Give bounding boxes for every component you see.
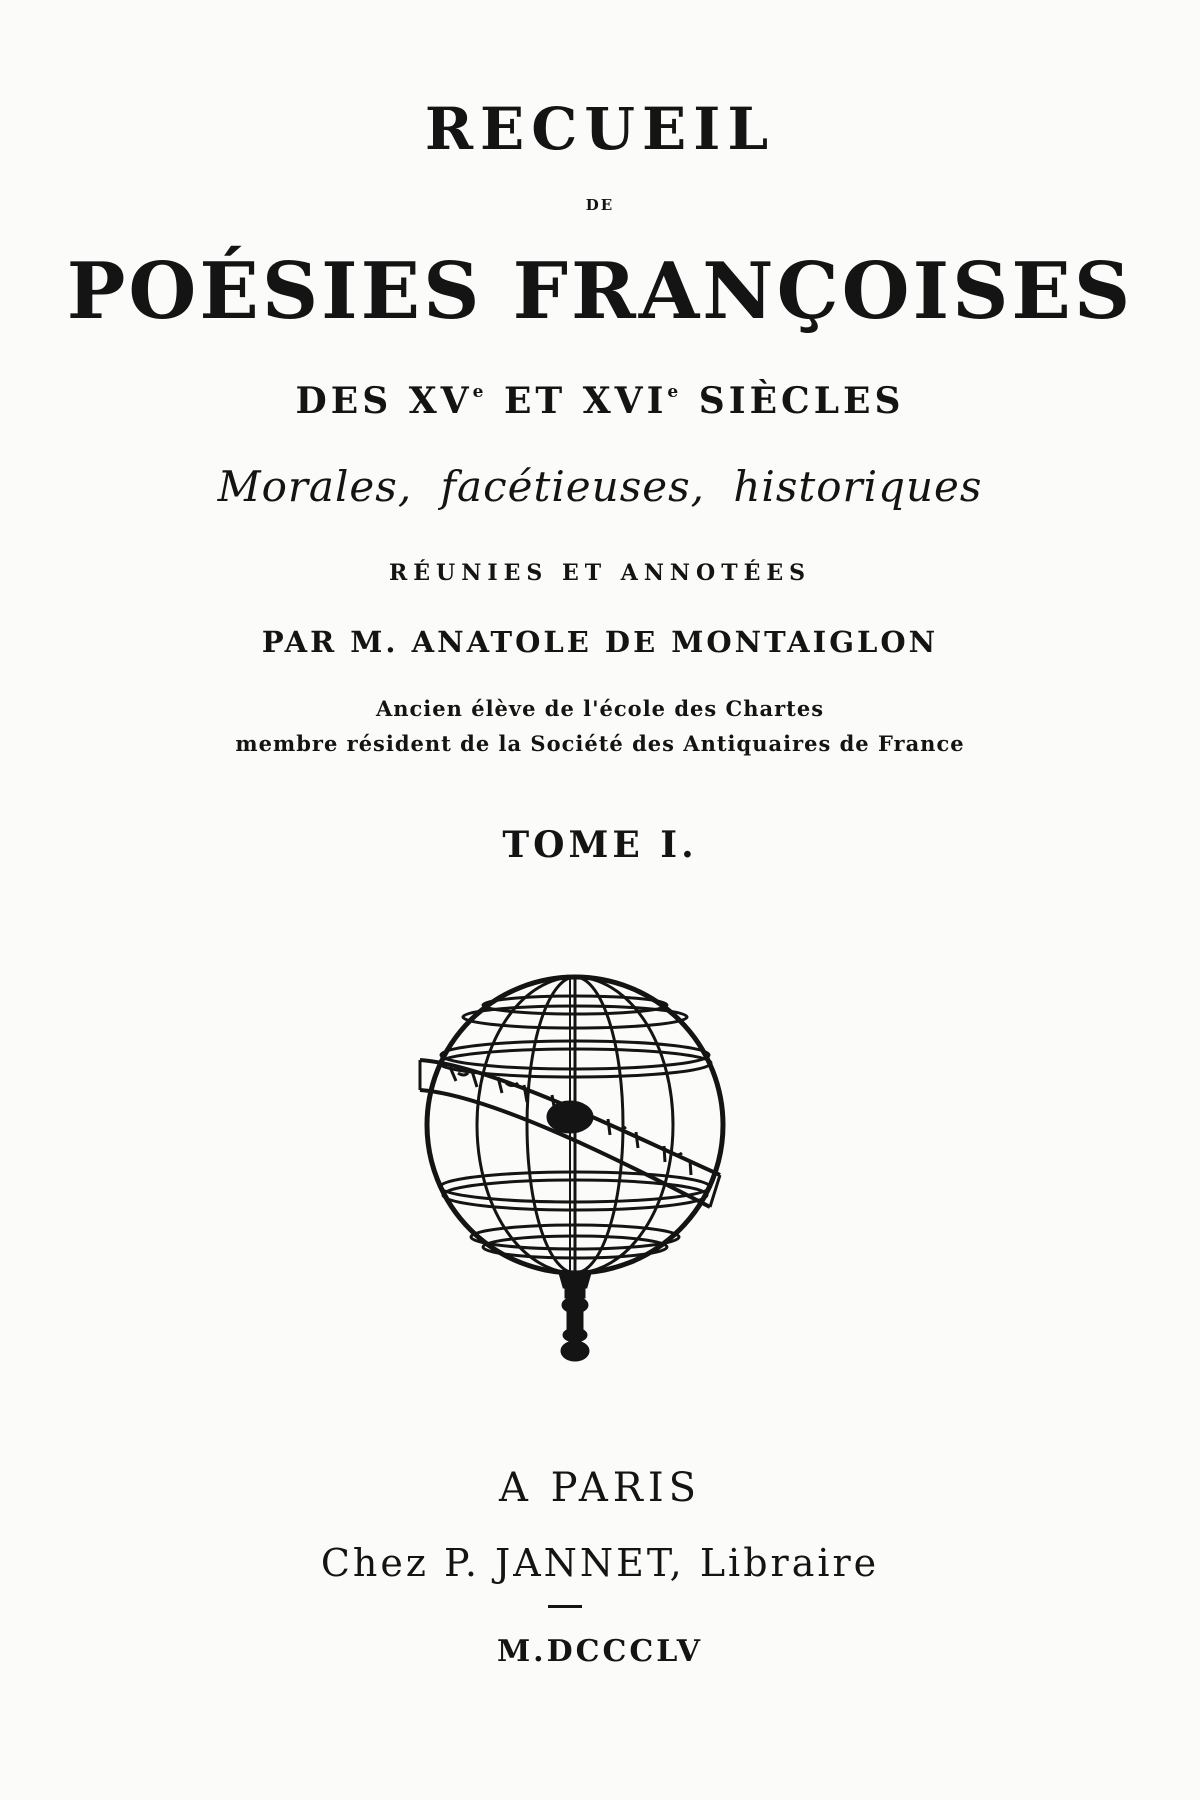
centuries-line [0,380,1200,422]
volume-label: TOME I. [502,824,698,866]
author-note-2: membre résident de la Société des Antiquaires de France [235,731,965,756]
imprint-city: A PARIS [498,1465,702,1511]
centuries-sup1: e [472,382,488,402]
centuries-pre: DES XV [295,380,473,422]
divider-rule [548,1605,582,1608]
subtitle-morales: Morales, facétieuses, historiques [217,462,983,511]
title-recueil: RECUEIL [424,95,776,163]
title-poesies-francoises: POÉSIES FRANÇOISES [66,246,1134,337]
centuries-sup2: e [667,382,683,402]
centuries-mid: ET XVI [487,380,668,422]
reunies-et-annotees: RÉUNIES ET ANNOTÉES [389,560,811,586]
centuries-post: SIÈCLES [682,380,905,422]
author-line: PAR M. ANATOLE DE MONTAIGLON [261,625,939,659]
author-note-1: Ancien élève de l'école des Chartes [375,696,825,721]
publisher-line: Chez P. JANNET, Libraire [320,1541,880,1585]
armillary-sphere-icon [410,955,740,1365]
title-de: DE [585,196,615,214]
publication-date: M.DCCCLV [496,1634,704,1669]
